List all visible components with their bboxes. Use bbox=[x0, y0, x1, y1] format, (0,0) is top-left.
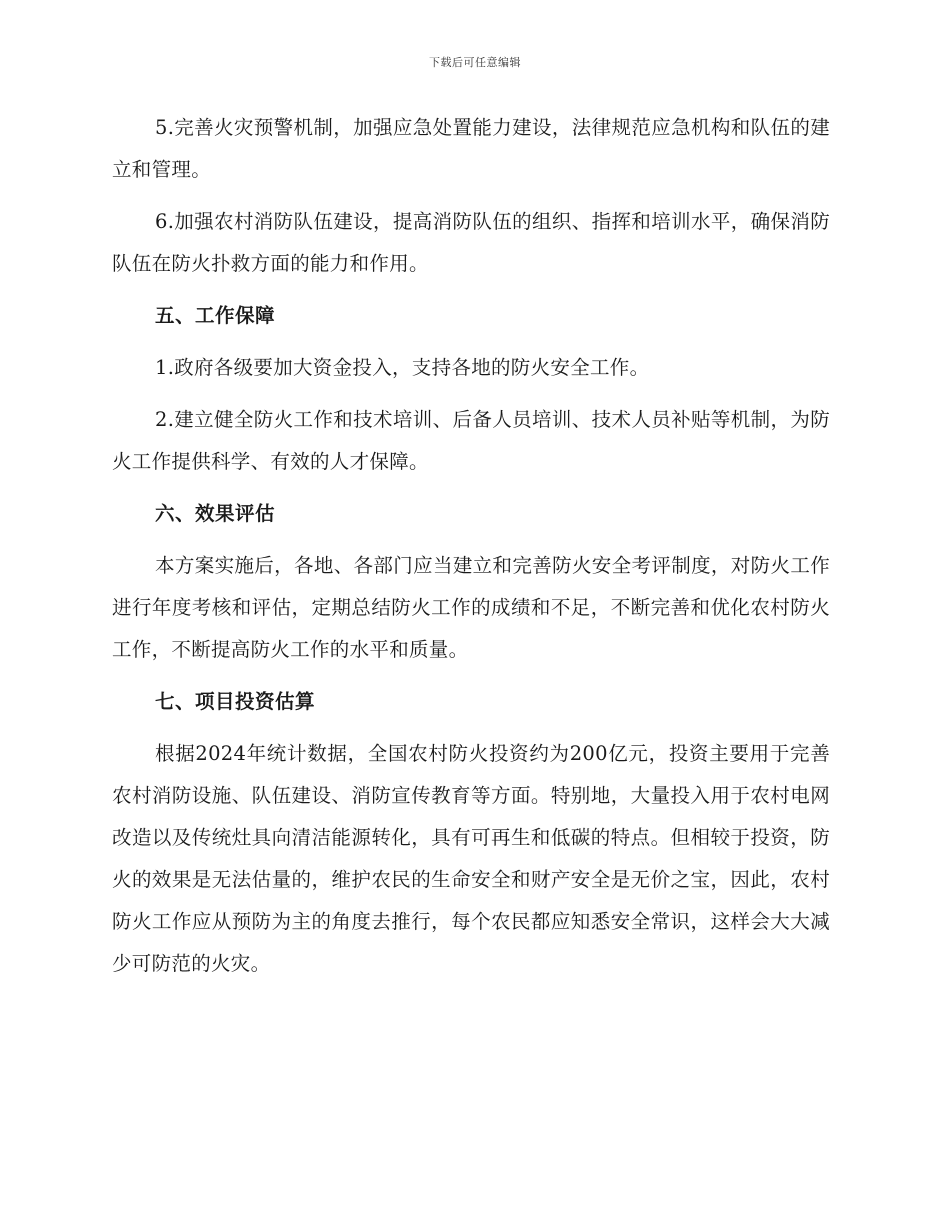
header-note: 下载后可任意编辑 bbox=[429, 56, 521, 69]
paragraph-guarantee-2: 2.建立健全防火工作和技术培训、后备人员培训、技术人员补贴等机制，为防火工作提供科学、有效的人才保障。 bbox=[112, 408, 830, 473]
paragraph-item-5: 5.完善火灾预警机制，加强应急处置能力建设，法律规范应急机构和队伍的建立和管理。 bbox=[112, 116, 830, 181]
section-heading-effect-evaluation: 六、效果评估 bbox=[155, 502, 276, 525]
paragraph-item-6: 6.加强农村消防队伍建设，提高消防队伍的组织、指挥和培训水平，确保消防队伍在防火扑救方面的能力和作用。 bbox=[112, 210, 830, 275]
section-heading-investment-estimate: 七、项目投资估算 bbox=[155, 690, 316, 713]
paragraph-guarantee-1: 1.政府各级要加大资金投入，支持各地的防火安全工作。 bbox=[155, 356, 650, 379]
section-heading-work-guarantee: 五、工作保障 bbox=[155, 304, 276, 327]
paragraph-investment: 根据2024年统计数据，全国农村防火投资约为200亿元，投资主要用于完善农村消防设施、队伍建设、消防宣传教育等方面。特别地，大量投入用于农村电网改造以及传统灶具向清洁能源转化，具有可再生和低碳的特点。但相较于投资，防火的效果是无法估量的，维护农民的生命安全和财产安全是无价之宝，因此，农村防火工作应从预防为主的角度去推行，每个农民都应知悉安全常识，这样会大大减少可防范的火灾。 bbox=[112, 742, 830, 975]
paragraph-evaluation: 本方案实施后，各地、各部门应当建立和完善防火安全考评制度，对防火工作进行年度考核和评估，定期总结防火工作的成绩和不足，不断完善和优化农村防火工作，不断提高防火工作的水平和质量。 bbox=[112, 554, 830, 661]
document-body bbox=[112, 107, 830, 995]
